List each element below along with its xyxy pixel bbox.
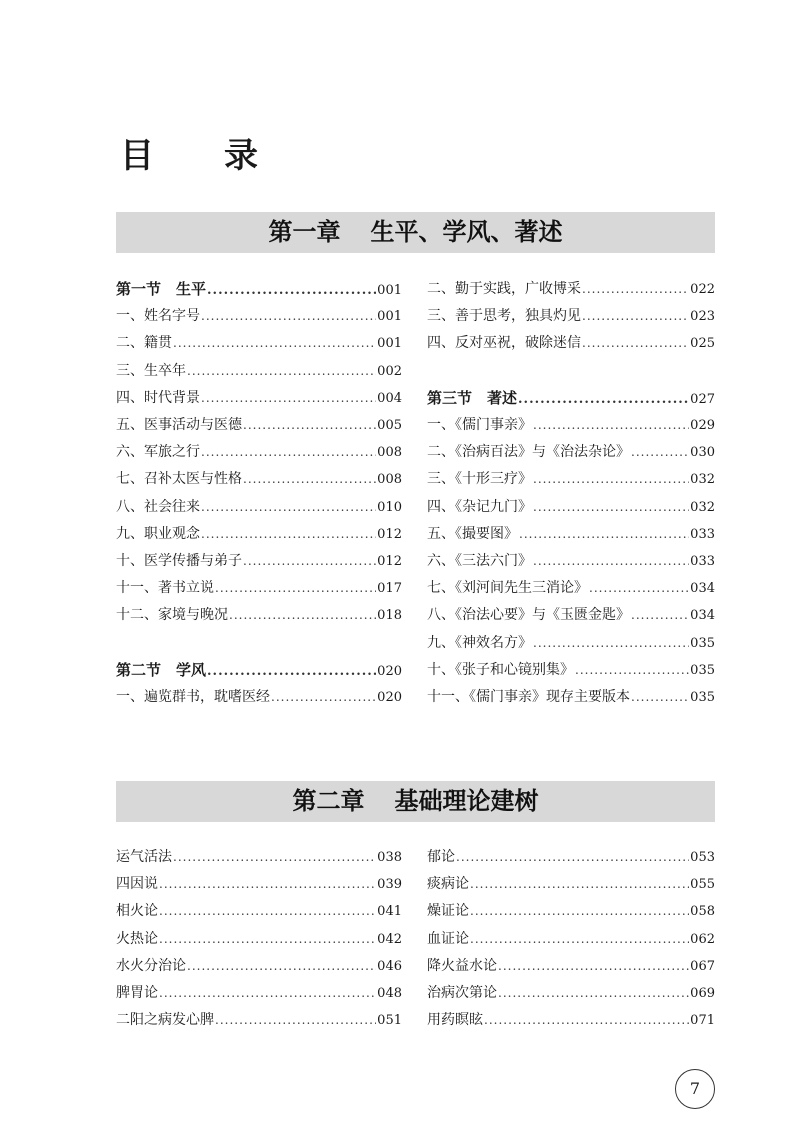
- toc-entry-label: 火热论: [116, 930, 158, 947]
- toc-leader-dots: [631, 439, 689, 465]
- toc-entry: [116, 953, 402, 979]
- toc-leader-dots: [484, 1007, 689, 1033]
- toc-entry-label: 郁论: [427, 849, 455, 865]
- toc-entry: [116, 898, 402, 924]
- toc-entry-page: 038: [377, 850, 402, 865]
- toc-entry-label: 降火益水论: [427, 957, 497, 974]
- toc-entry: [116, 602, 402, 628]
- toc-entry-label: 六、《三法六门》: [427, 553, 532, 569]
- toc-entry: [427, 602, 715, 628]
- toc-entry-page: 005: [377, 418, 402, 433]
- toc-leader-dots: [243, 466, 376, 492]
- toc-entry: [427, 898, 715, 924]
- toc-entry: [427, 871, 715, 897]
- toc-entry-page: 002: [377, 363, 402, 379]
- toc-entry-page: 046: [377, 958, 402, 974]
- chapter-2-number: 第二章: [292, 787, 365, 815]
- toc-entry-page: 032: [690, 499, 715, 515]
- toc-entry: [116, 926, 402, 952]
- toc-entry: [116, 1007, 402, 1033]
- toc-entry-page: 039: [377, 877, 402, 893]
- toc-leader-dots: [207, 659, 376, 685]
- toc-entry-label: 一、姓名字号: [116, 308, 200, 325]
- toc-entry: [116, 330, 402, 356]
- toc-entry-label: 二阳之病发心脾: [116, 1012, 214, 1029]
- toc-entry-label: 第三节 著述: [427, 388, 518, 407]
- toc-section-entry: [116, 657, 402, 683]
- toc-section-entry: [427, 385, 715, 411]
- toc-entry-page: 008: [377, 472, 402, 488]
- toc-entry: [427, 330, 715, 356]
- toc-leader-dots: [173, 330, 376, 356]
- toc-entry: [116, 494, 402, 520]
- toc-entry: [427, 657, 715, 683]
- toc-entry-label: 十二、家境与晚况: [116, 607, 228, 624]
- toc-entry-page: 010: [377, 499, 402, 515]
- toc-entry-page: 029: [690, 418, 715, 433]
- toc-entry-page: 033: [690, 554, 715, 569]
- toc-entry-label: 运气活法: [116, 849, 172, 865]
- toc-entry-page: 042: [377, 931, 402, 947]
- toc-entry-page: 027: [690, 391, 715, 407]
- toc-entry: [116, 303, 402, 329]
- toc-entry-page: 033: [690, 526, 715, 542]
- toc-entry-page: 001: [377, 336, 402, 352]
- chapter-2-heading: [116, 781, 715, 822]
- toc-entry: [116, 844, 402, 870]
- toc-entry-page: 032: [690, 472, 715, 488]
- toc-entry: [427, 303, 715, 329]
- chapter-1-number: 第一章: [268, 218, 341, 246]
- toc-entry: [116, 358, 402, 384]
- toc-entry: [427, 953, 715, 979]
- toc-entry-label: 五、《撮要图》: [427, 525, 518, 542]
- toc-leader-dots: [533, 630, 689, 656]
- toc-entry-page: 020: [377, 690, 402, 705]
- toc-leader-dots: [207, 278, 376, 304]
- toc-entry-label: 十一、著书立说: [116, 580, 214, 597]
- toc-entry-page: 055: [690, 877, 715, 893]
- toc-leader-dots: [589, 575, 689, 601]
- toc-entry: [116, 548, 402, 574]
- toc-entry-page: 071: [690, 1013, 715, 1029]
- toc-entry-label: 十、医学传播与弟子: [116, 553, 242, 569]
- toc-entry-page: 017: [377, 581, 402, 597]
- toc-leader-dots: [159, 980, 376, 1006]
- toc-entry-label: 一、《儒门事亲》: [427, 417, 532, 433]
- toc-leader-dots: [498, 953, 689, 979]
- toc-entry-label: 血证论: [427, 930, 469, 947]
- chapter-1-title: 生平、学风、著述: [370, 218, 563, 246]
- toc-leader-dots: [187, 358, 376, 384]
- toc-entry-page: 067: [690, 958, 715, 974]
- chapter-1-right-column: [427, 276, 715, 726]
- chapter-2-title: 基础理论建树: [394, 787, 539, 815]
- toc-leader-dots: [518, 387, 689, 413]
- toc-entry-label: 二、籍贯: [116, 335, 172, 352]
- toc-entry: [116, 412, 402, 438]
- toc-entry-page: 053: [690, 850, 715, 865]
- toc-entry-page: 023: [690, 309, 715, 325]
- toc-entry: [427, 412, 715, 438]
- toc-leader-dots: [470, 926, 689, 952]
- toc-leader-dots: [631, 602, 689, 628]
- toc-section-entry: [116, 276, 402, 302]
- toc-leader-dots: [201, 494, 376, 520]
- toc-entry-label: 六、军旅之行: [116, 444, 200, 461]
- chapter-1-heading: [116, 212, 715, 253]
- toc-entry-page: 030: [690, 445, 715, 461]
- page-title: 目 录: [120, 136, 276, 176]
- toc-entry-label: 七、《刘河间先生三消论》: [427, 580, 588, 597]
- toc-entry: [427, 548, 715, 574]
- page-number: 7: [675, 1069, 715, 1109]
- toc-entry: [427, 466, 715, 492]
- toc-leader-dots: [159, 926, 376, 952]
- toc-entry-label: 三、善于思考，独具灼见: [427, 308, 581, 325]
- toc-leader-dots: [470, 898, 689, 924]
- toc-entry-label: 七、召补太医与性格: [116, 471, 242, 488]
- toc-entry-page: 020: [377, 663, 402, 679]
- toc-entry-page: 012: [377, 526, 402, 542]
- toc-entry-label: 四、《杂记九门》: [427, 498, 532, 515]
- chapter-2-left-column: [116, 844, 402, 1034]
- chapter-2-right-column: [427, 844, 715, 1034]
- toc-entry: [427, 844, 715, 870]
- chapter-1-left-column: [116, 276, 402, 726]
- toc-entry-label: 治病次第论: [427, 985, 497, 1001]
- toc-leader-dots: [201, 385, 376, 411]
- toc-entry-label: 四、时代背景: [116, 389, 200, 406]
- toc-entry: [427, 521, 715, 547]
- toc-entry-label: 第二节 学风: [116, 660, 207, 679]
- toc-entry-label: 四因说: [116, 876, 158, 893]
- toc-entry: [116, 575, 402, 601]
- toc-entry-label: 痰病论: [427, 876, 469, 893]
- toc-entry-label: 一、遍览群书，耽嗜医经: [116, 689, 270, 705]
- toc-entry-page: 051: [377, 1013, 402, 1029]
- toc-leader-dots: [582, 276, 689, 302]
- toc-leader-dots: [533, 466, 689, 492]
- toc-entry-page: 001: [377, 283, 402, 298]
- toc-entry: [116, 871, 402, 897]
- toc-entry-page: 058: [690, 904, 715, 920]
- toc-leader-dots: [159, 871, 376, 897]
- toc-leader-dots: [201, 303, 376, 329]
- toc-entry-page: 025: [690, 336, 715, 352]
- toc-entry-page: 069: [690, 986, 715, 1001]
- toc-entry-label: 八、社会往来: [116, 498, 200, 515]
- toc-entry-page: 004: [377, 390, 402, 406]
- toc-entry: [427, 684, 715, 710]
- toc-entry: [116, 439, 402, 465]
- toc-leader-dots: [271, 684, 376, 710]
- toc-entry-page: 048: [377, 986, 402, 1001]
- toc-entry: [427, 926, 715, 952]
- toc-entry: [116, 385, 402, 411]
- toc-entry-label: 脾胃论: [116, 985, 158, 1001]
- toc-leader-dots: [173, 844, 376, 870]
- toc-leader-dots: [631, 684, 689, 710]
- toc-leader-dots: [575, 657, 689, 683]
- toc-entry-page: 022: [690, 282, 715, 297]
- toc-leader-dots: [201, 439, 376, 465]
- toc-entry-label: 第一节 生平: [116, 280, 207, 298]
- toc-entry-page: 035: [690, 635, 715, 651]
- toc-leader-dots: [187, 953, 376, 979]
- toc-entry: [427, 494, 715, 520]
- toc-entry-label: 二、《治病百法》与《治法杂论》: [427, 444, 630, 461]
- toc-entry-page: 041: [377, 904, 402, 920]
- toc-entry-label: 十一、《儒门事亲》现存主要版本: [427, 689, 630, 705]
- toc-leader-dots: [201, 521, 376, 547]
- toc-leader-dots: [533, 494, 689, 520]
- toc-entry: [116, 684, 402, 710]
- toc-entry: [116, 466, 402, 492]
- toc-entry-page: 012: [377, 554, 402, 569]
- toc-entry: [427, 439, 715, 465]
- toc-entry: [427, 630, 715, 656]
- toc-entry-page: 035: [690, 662, 715, 678]
- toc-entry-page: 001: [377, 309, 402, 325]
- toc-entry-page: 008: [377, 445, 402, 461]
- toc-entry-label: 八、《治法心要》与《玉匮金匙》: [427, 607, 630, 624]
- toc-entry-label: 燥证论: [427, 903, 469, 920]
- toc-leader-dots: [470, 871, 689, 897]
- toc-entry-label: 四、反对巫祝，破除迷信: [427, 335, 581, 352]
- toc-entry: [427, 575, 715, 601]
- toc-entry-label: 二、勤于实践，广收博采: [427, 281, 581, 297]
- toc-leader-dots: [519, 521, 689, 547]
- toc-entry-label: 水火分治论: [116, 957, 186, 974]
- toc-leader-dots: [215, 1007, 376, 1033]
- toc-entry-label: 用药瞑眩: [427, 1012, 483, 1029]
- toc-entry-label: 三、生卒年: [116, 362, 186, 379]
- toc-entry-page: 035: [690, 690, 715, 705]
- toc-entry: [116, 521, 402, 547]
- toc-entry-label: 相火论: [116, 903, 158, 920]
- toc-entry-label: 三、《十形三疗》: [427, 471, 532, 488]
- toc-entry: [427, 1007, 715, 1033]
- toc-leader-dots: [498, 980, 689, 1006]
- toc-entry-label: 十、《张子和心镜别集》: [427, 661, 574, 678]
- toc-leader-dots: [533, 412, 689, 438]
- toc-leader-dots: [456, 844, 689, 870]
- toc-leader-dots: [215, 575, 376, 601]
- toc-entry: [116, 980, 402, 1006]
- toc-entry-page: 062: [690, 931, 715, 947]
- toc-entry-label: 九、职业观念: [116, 525, 200, 542]
- toc-leader-dots: [159, 898, 376, 924]
- toc-leader-dots: [582, 330, 689, 356]
- toc-leader-dots: [533, 548, 689, 574]
- toc-entry-page: 018: [377, 608, 402, 624]
- toc-entry: [427, 276, 715, 302]
- toc-entry-label: 九、《神效名方》: [427, 634, 532, 651]
- toc-entry-label: 五、医事活动与医德: [116, 417, 242, 433]
- toc-leader-dots: [229, 602, 376, 628]
- toc-leader-dots: [582, 303, 689, 329]
- toc-entry-page: 034: [690, 581, 715, 597]
- toc-entry-page: 034: [690, 608, 715, 624]
- toc-leader-dots: [243, 548, 376, 574]
- toc-leader-dots: [243, 412, 376, 438]
- toc-entry: [427, 980, 715, 1006]
